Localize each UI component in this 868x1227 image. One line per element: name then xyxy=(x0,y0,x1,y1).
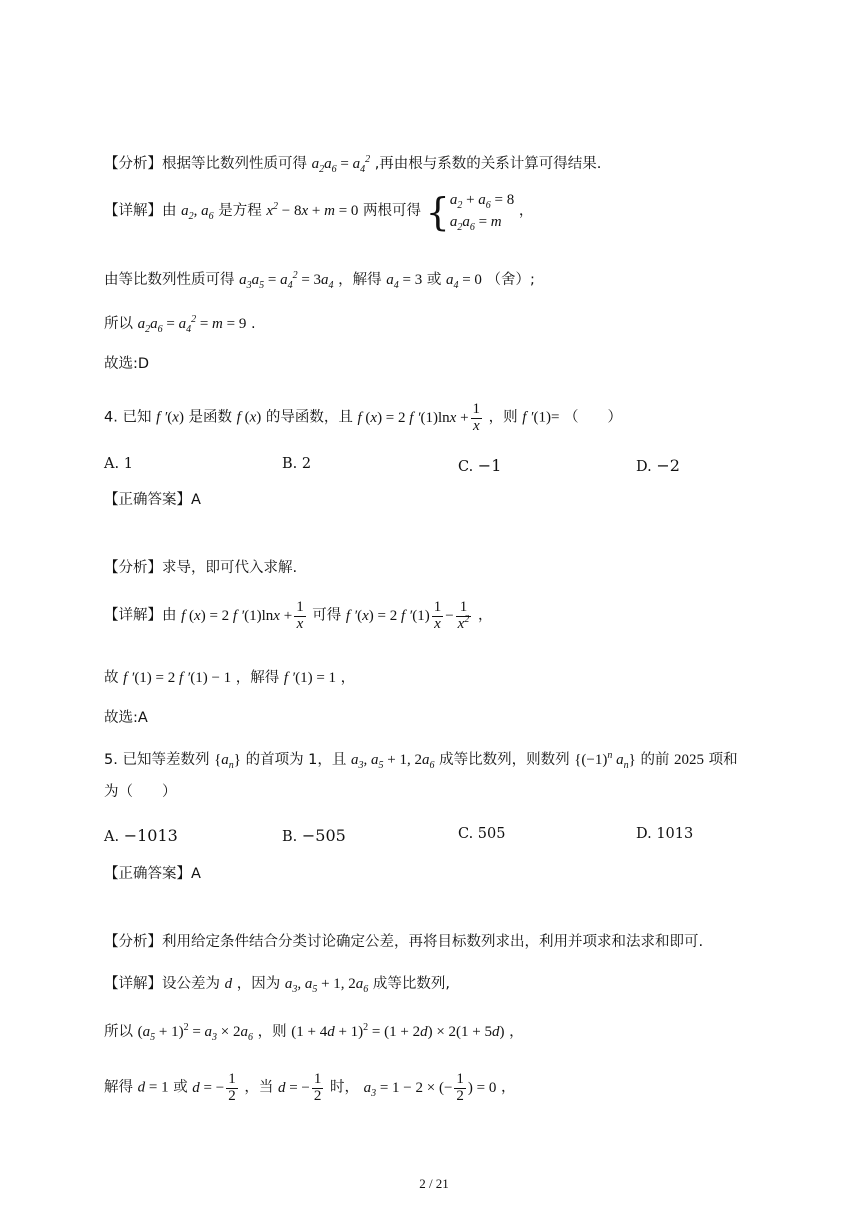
text: ， xyxy=(477,607,493,624)
question-5-cont: 为（ ） xyxy=(104,784,177,800)
formula: f ′(x) xyxy=(156,409,184,426)
text: ， xyxy=(518,203,534,220)
text: 可得 xyxy=(312,607,342,624)
text: 或 xyxy=(173,1079,188,1096)
formula: f ′(1) = 2 f ′(1) − 1 xyxy=(123,670,232,686)
option-c: C. 505 xyxy=(458,826,506,842)
solution-line-1 xyxy=(104,190,533,234)
solution-4-line-1 xyxy=(104,600,492,633)
formula: f ′(x) = 2 f ′(1) $\frac{1}{x}$ − $\frac{1}{x^2}$ xyxy=(345,599,470,632)
text: ，当 xyxy=(244,1079,274,1096)
question-5 xyxy=(104,748,738,769)
text: 【详解】设公差为 xyxy=(104,976,220,992)
text: 故 xyxy=(104,670,119,686)
option-d: D. 1013 xyxy=(636,826,694,842)
text: 两根可得 xyxy=(363,203,422,220)
formula: f ′(1)= xyxy=(522,409,560,426)
text: （舍）; xyxy=(486,272,535,288)
text: 成等比数列，则数列 xyxy=(439,752,570,768)
text: 4. 已知 xyxy=(104,409,152,426)
text: ，则 xyxy=(488,409,518,426)
option-c: C. −1 xyxy=(458,456,502,475)
text: 是函数 xyxy=(188,409,233,426)
text: ，解得 xyxy=(338,272,382,288)
text: 【详解】由 xyxy=(104,203,177,220)
formula: $a_2a_6 = a_4^2$ xyxy=(311,154,371,175)
text: 【分析】根据等比数列性质可得 xyxy=(104,156,307,172)
solution-5-line-2 xyxy=(104,1020,524,1041)
solution-5-line-3 xyxy=(104,1072,516,1105)
answer-choice-line xyxy=(104,352,149,373)
formula: d xyxy=(224,976,233,992)
correct-answer-4: 【正确答案】A xyxy=(104,492,201,508)
formula: f (x) = 2 f ′(1)lnx + $\frac{1}{x}$ xyxy=(357,401,481,434)
solution-5-line-1 xyxy=(104,972,450,993)
formula: $a_3 = 1 - 2$ × (− $\frac{1}{2}$ ) = 0 xyxy=(363,1071,497,1104)
option-a: A. −1013 xyxy=(104,826,178,845)
formula: f (x) = 2 f ′(1)lnx + $\frac{1}{x}$ xyxy=(181,599,304,632)
page-number: 2 / 21 xyxy=(419,1176,449,1191)
text: （ ） xyxy=(564,409,623,426)
formula: $a_4 = 3$ xyxy=(386,272,423,291)
solution-4-line-2 xyxy=(104,666,355,687)
text: 的首项为 1，且 xyxy=(245,752,347,768)
formula: $a_3$, $a_5 + 1$, $2a_6$ xyxy=(284,976,369,995)
text: 或 xyxy=(426,272,442,288)
text: 故选:D xyxy=(104,356,150,372)
formula: $a_2$, $a_6$ xyxy=(181,203,214,223)
text: 所以 xyxy=(104,1024,133,1040)
formula: $a_4 = 0$ xyxy=(445,272,482,291)
text: ， xyxy=(509,1024,524,1040)
option-b: B. 2 xyxy=(282,456,312,472)
text: 是方程 xyxy=(218,203,262,220)
formula: $a_2a_6 = a_4^2 = m = 9$ xyxy=(137,314,247,335)
number: 2025 xyxy=(674,752,705,768)
formula: d = − $\frac{1}{2}$ xyxy=(277,1071,322,1104)
text: 项和 xyxy=(708,752,738,768)
text: ，解得 xyxy=(235,670,280,686)
analysis-5: 【分析】利用给定条件结合分类讨论确定公差，再将目标数列求出，利用并项求和法求和即可. xyxy=(104,934,704,950)
text: ， xyxy=(501,1079,516,1096)
analysis-4: 【分析】求导，即可代入求解. xyxy=(104,560,298,576)
text: ， xyxy=(340,670,356,686)
analysis-line-1 xyxy=(104,152,601,173)
text: 由等比数列性质可得 xyxy=(104,272,235,288)
option-a: A. 1 xyxy=(104,456,133,472)
answer-choice-4: 故选:A xyxy=(104,710,148,726)
text: 所以 xyxy=(104,316,133,332)
text: ，则 xyxy=(257,1024,287,1040)
formula: $a_3$, $a_5 + 1$, $2a_6$ xyxy=(351,752,435,771)
formula: $x^2 - 8x + m = 0$ xyxy=(266,201,359,220)
text: 的前 xyxy=(640,752,670,768)
formula: f (x) xyxy=(236,409,262,426)
formula: $(1 + 4d + 1)^2 = (1 + 2d) \times 2(1 + 5d)$ xyxy=(291,1022,505,1040)
text: ,再由根与系数的关系计算可得结果. xyxy=(374,156,602,172)
text: . xyxy=(250,316,256,332)
formula: {$(-1)^n$ $a_n$} xyxy=(574,750,636,771)
question-4 xyxy=(104,402,622,435)
option-d: D. −2 xyxy=(636,456,680,475)
option-b: B. −505 xyxy=(282,826,346,845)
text: 成等比数列, xyxy=(372,976,451,992)
formula: f ′(1) = 1 xyxy=(283,670,337,686)
formula: $a_3a_5 = a_4^2 = 3a_4$ xyxy=(239,270,334,291)
correct-answer-5: 【正确答案】A xyxy=(104,866,201,882)
text: 时， xyxy=(329,1079,359,1096)
solution-line-2 xyxy=(104,268,535,289)
text: 解得 xyxy=(104,1079,133,1096)
formula: $\{a_n\}$ xyxy=(214,752,241,771)
text: ，因为 xyxy=(236,976,281,992)
text: 5. 已知等差数列 xyxy=(104,752,210,768)
formula: $(a_5 + 1)^2 = a_3 \times 2a_6$ xyxy=(137,1022,254,1043)
equation-system: {$a_2 + a_6 = 8$ $a_2a_6 = m$ xyxy=(425,189,515,234)
solution-line-3 xyxy=(104,312,256,333)
text: 【详解】由 xyxy=(104,607,177,624)
formula: d = 1 xyxy=(137,1079,169,1096)
formula: d = − $\frac{1}{2}$ xyxy=(192,1071,236,1104)
text: 的导函数，且 xyxy=(265,409,353,426)
